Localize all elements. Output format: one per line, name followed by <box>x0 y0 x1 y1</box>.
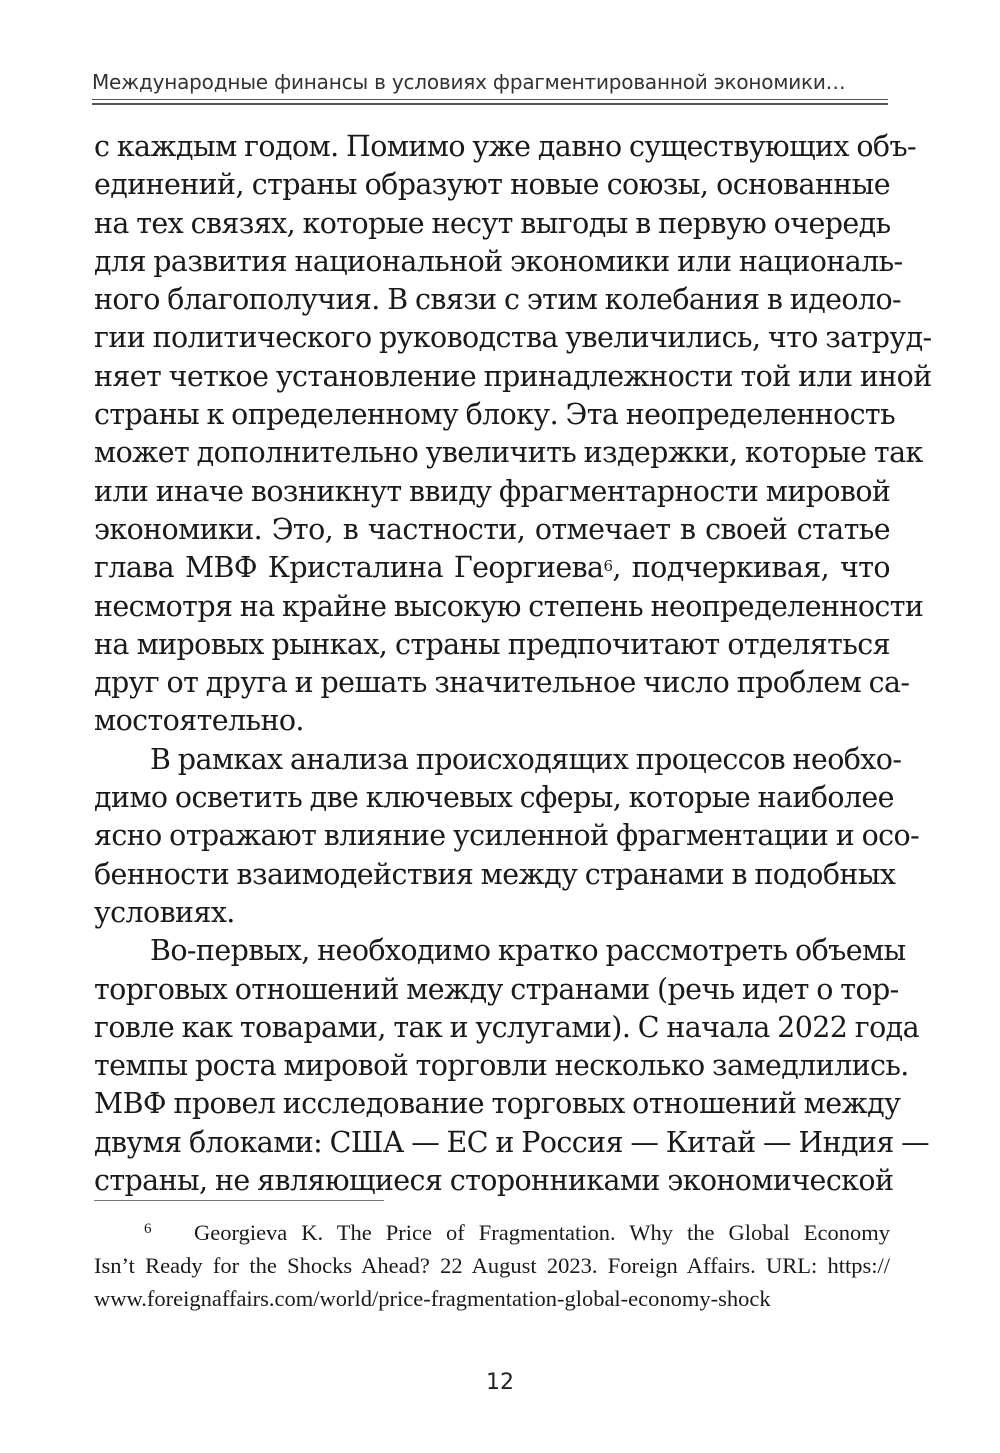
footnote <box>94 1216 890 1315</box>
text-line: ного благополучия. В связи с этим колебания в идеоло- <box>94 283 902 317</box>
text-fragment: , подчеркивая, что <box>612 551 890 585</box>
text-line: может дополнительно увеличить издержки, которые так <box>94 436 923 470</box>
text-line: на мировых рынках, страны предпочитают отделяться <box>94 627 890 661</box>
text-line: бенности взаимодействия между странами в подобных <box>94 857 896 891</box>
text-line: страны к определенному блоку. Эта неопределенность <box>94 398 896 432</box>
text-line: гии политического руководства увеличились, что затруд- <box>94 321 932 355</box>
text-line: темпы роста мировой торговли несколько замедлились. <box>94 1049 909 1083</box>
footnote-separator <box>94 1200 384 1201</box>
text-line: МВФ провел исследование торговых отношений между <box>94 1087 901 1121</box>
text-line: Во-первых, необходимо кратко рассмотреть объемы <box>150 934 906 968</box>
text-line: друг от друга и решать значительное число проблем са- <box>94 666 910 700</box>
paragraph-1 <box>94 128 932 741</box>
text-line: на тех связях, которые несут выгоды в первую очередь <box>94 206 891 240</box>
footnote-reference[interactable]: 6 <box>603 557 613 576</box>
text-line: торговых отношений между странами (речь идет о тор- <box>94 972 899 1006</box>
text-line: димо осветить две ключевых сферы, которые наиболее <box>94 781 894 815</box>
page-number: 12 <box>486 1370 514 1395</box>
text-line: для развития национальной экономики или националь- <box>94 244 903 278</box>
text-line: мостоятельно. <box>94 704 304 738</box>
footnote-line <box>94 1216 890 1249</box>
text-line: с каждым годом. Помимо уже давно существующих объ- <box>94 130 917 163</box>
header-rule-bottom <box>92 103 888 105</box>
text-line: страны, не являющиеся сторонниками экономической <box>94 1164 894 1198</box>
text-fragment: глава МВФ Кристалина Георгиева <box>94 551 604 585</box>
text-line: ясно отражают влияние усиленной фрагментации и осо- <box>94 819 920 853</box>
text-line-with-footnote-ref <box>94 549 890 587</box>
header-rule-top <box>92 99 888 100</box>
body-text <box>94 128 932 1200</box>
text-line: несмотря на крайне высокую степень неопределенности <box>94 589 924 623</box>
footnote-text: Georgieva K. The Price of Fragmentation. Why the Global Economy <box>194 1220 890 1245</box>
text-line: В рамках анализа происходящих процессов необхо- <box>150 742 902 776</box>
text-line: двумя блоками: США — ЕС и Россия — Китай — Индия — <box>94 1125 930 1159</box>
footnote-number: 6 <box>144 1221 152 1237</box>
text-line: экономики. Это, в частности, отмечает в своей статье <box>94 512 890 546</box>
footnote-url-line[interactable]: www.foreignaffairs.com/world/price-fragmentation-global-economy-shock <box>94 1286 771 1311</box>
text-line: или иначе возникнут ввиду фрагментарности мировой <box>94 474 891 508</box>
text-line: условиях. <box>94 895 235 929</box>
text-line: няет четкое установление принадлежности той или иной <box>94 359 932 393</box>
text-line: единений, страны образуют новые союзы, основанные <box>94 168 890 202</box>
text-line: говле как товарами, так и услугами). С начала 2022 года <box>94 1010 919 1044</box>
footnote-line: Isn’t Ready for the Shocks Ahead? 22 August 2023. Foreign Affairs. URL: https:// <box>94 1253 890 1278</box>
running-header-title: Международные финансы в условиях фрагментированной экономики… <box>92 70 846 94</box>
paragraph-2 <box>94 741 920 932</box>
paragraph-3 <box>94 932 930 1200</box>
